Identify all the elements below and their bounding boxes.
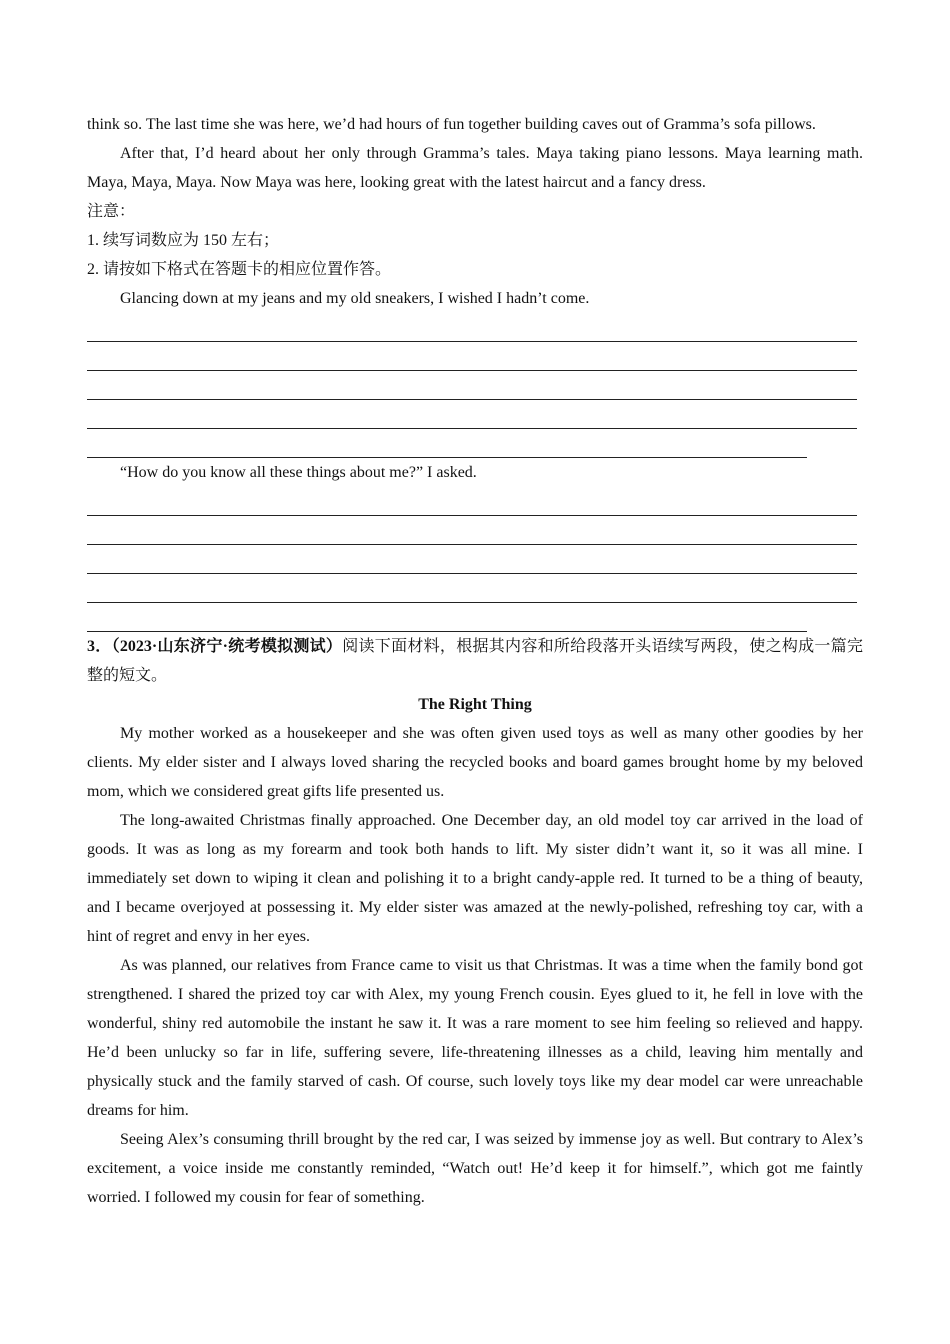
passage-line: think so. The last time she was here, we’d had hours of fun together building caves out of Gramma’s sofa pillows. <box>87 116 816 133</box>
answer-line[interactable] <box>87 487 857 516</box>
passage-paragraph: My mother worked as a housekeeper and she was often given used toys as well as many other goodies by her clients. My elder sister and I always loved sharing the recycled books and board games brought home by my beloved mom, which we considered great gifts life presented us. <box>87 725 863 800</box>
passage-title: The Right Thing <box>418 696 532 713</box>
notes-label: 注意： <box>87 203 136 220</box>
paragraph-opening-1: Glancing down at my jeans and my old sneakers, I wished I hadn’t come. <box>120 290 590 307</box>
passage-paragraph: As was planned, our relatives from France came to visit us that Christmas. It was a time when the family bond got strengthened. I shared the prized toy car with Alex, my young French cousin. Eyes glued to it, he fell in love with the wonderful, shiny red automobile the instant he saw it. It was a rare moment to see him feeling so relieved and happy. He’d been unlucky so far in life, suffering severe, life-threatening illnesses as a child, leaving him mentally and physically stuck and the family starved of cash. Of course, such lovely toys like my dear model car were unreachable dreams for him. <box>87 957 863 1119</box>
answer-line[interactable] <box>87 545 857 574</box>
page-content <box>87 110 863 1212</box>
question-instruction: 阅读下面材料，根据其内容和所给段落开头语续写两段，使之构成一篇完整的短文。 <box>87 638 863 684</box>
answer-line[interactable] <box>87 603 807 632</box>
passage-paragraph: The long-awaited Christmas finally approached. One December day, an old model toy car arrived in the load of goods. It was as long as my forearm and took both hands to lift. My sister didn’t want it, so it was all mine. I immediately set down to wiping it clean and polishing it to a bright candy-apple red. It turned to be a thing of beauty, and I became overjoyed at possessing it. My elder sister was amazed at the newly-polished, refreshing toy car, with a hint of regret and envy in her eyes. <box>87 812 863 945</box>
answer-line[interactable] <box>87 574 857 603</box>
answer-line[interactable] <box>87 429 807 458</box>
notes-item: 1. 续写词数应为 150 左右； <box>87 232 280 249</box>
question-source: （2023·山东济宁·统考模拟测试） <box>111 638 343 655</box>
paragraph-opening-2: “How do you know all these things about me?” I asked. <box>120 464 477 481</box>
answer-line[interactable] <box>87 342 857 371</box>
passage-paragraph: Seeing Alex’s consuming thrill brought by the red car, I was seized by immense joy as well. But contrary to Alex’s excitement, a voice inside me constantly reminded, “Watch out! He’d keep it for himself.”, which got me faintly worried. I followed my cousin for fear of something. <box>87 1131 863 1206</box>
passage-paragraph: After that, I’d heard about her only through Gramma’s tales. Maya taking piano lessons. Maya learning math. Maya, Maya, Maya. Now Maya was here, looking great with the latest haircut and a fancy dress. <box>87 145 863 191</box>
answer-line[interactable] <box>87 516 857 545</box>
question-number: 3． <box>87 638 112 655</box>
notes-item: 2. 请按如下格式在答题卡的相应位置作答。 <box>87 261 392 278</box>
answer-line[interactable] <box>87 313 857 342</box>
answer-line[interactable] <box>87 371 857 400</box>
question-3-header <box>87 632 863 690</box>
answer-line[interactable] <box>87 400 857 429</box>
